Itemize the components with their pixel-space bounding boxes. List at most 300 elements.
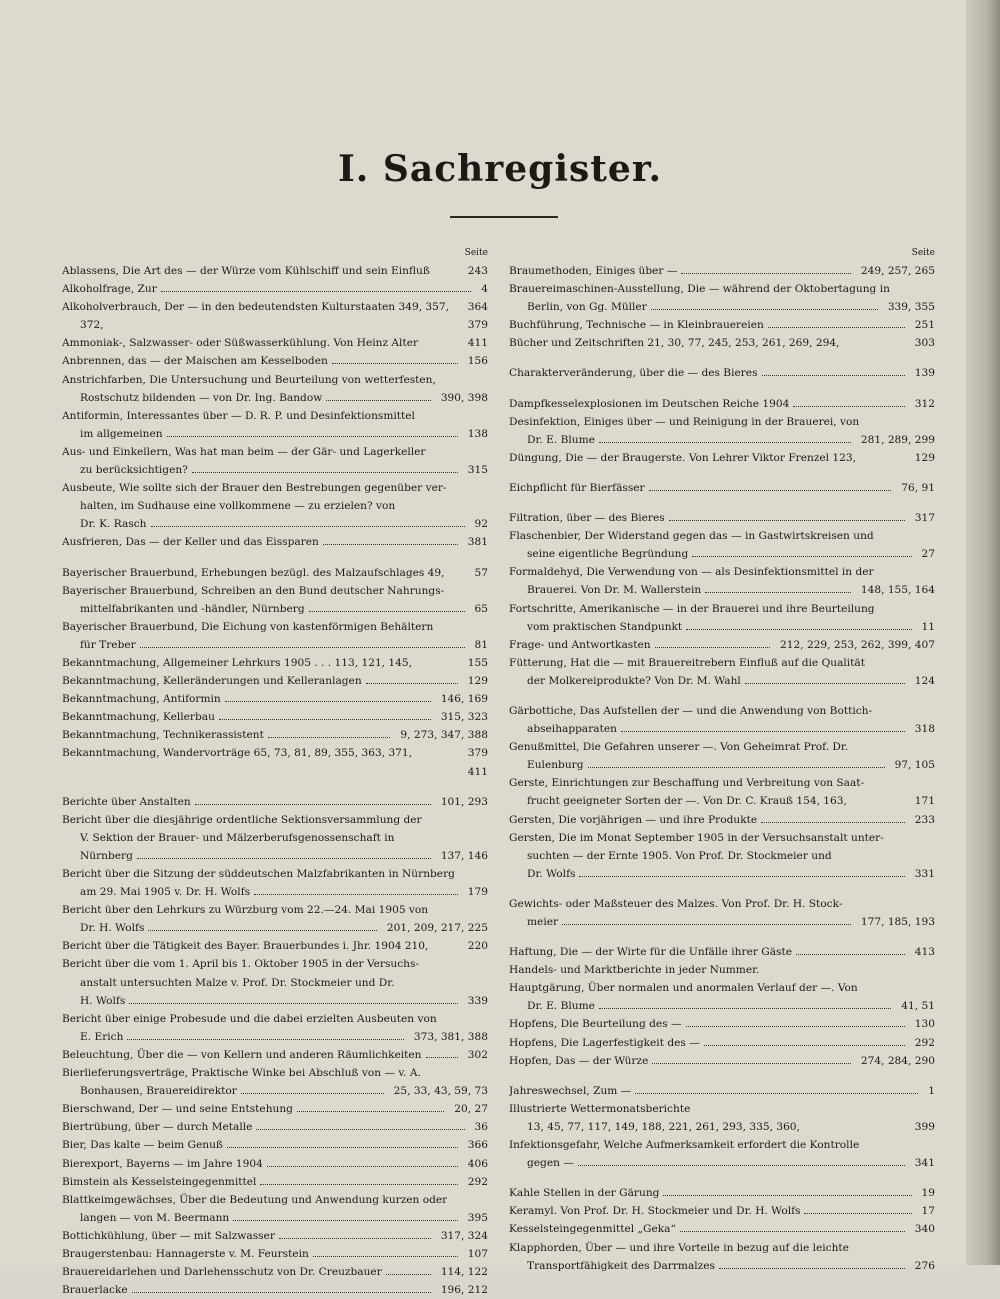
entry-line [62,811,488,829]
entry-text: Handels- und Marktberichte in jeder Nummer. [509,964,760,977]
index-entry [509,280,935,316]
section-gap [509,931,935,943]
dot-leader [745,683,905,684]
left-entry-list [62,262,488,1299]
index-entry [62,533,488,551]
entry-text: Berlin, von Gg. Müller [527,301,647,314]
entry-line [62,1191,488,1209]
entry-line [62,352,488,370]
dot-leader [140,647,465,648]
entry-line [509,413,935,431]
section-gap [509,1172,935,1184]
dot-leader [768,327,905,328]
index-entry [62,262,488,280]
entry-text: Rostschutz bildenden — von Dr. Ing. Bandow [80,391,323,404]
entry-line [62,533,488,551]
entry-text: Brauereidarlehen und Darlehensschutz von Dr. Creuzbauer [62,1266,382,1279]
dot-leader [681,273,850,274]
entry-line [509,1082,935,1100]
entry-line [509,1239,935,1257]
entry-text: Kahle Stellen in der Gärung [509,1187,660,1200]
entry-pages: 341 [914,1157,935,1170]
entry-pages: 139 [914,367,935,380]
entry-line [62,847,488,865]
dot-leader [192,472,458,473]
entry-line [509,431,935,449]
entry-pages: 146, 169 [440,693,488,706]
entry-text: Eichpflicht für Bierfässer [509,481,645,494]
entry-line [62,425,488,443]
index-entry [509,316,935,334]
entry-text: Antiformin, Interessantes über — D. R. P. und Desinfektionsmittel [62,409,415,422]
index-entry [62,618,488,654]
dot-leader [804,1213,911,1214]
entry-line [62,865,488,883]
entry-line [62,389,488,407]
dot-leader [297,1111,444,1112]
dot-leader [762,375,905,376]
index-entry [62,726,488,744]
entry-pages: 41, 51 [901,1000,935,1013]
entry-pages: 130 [914,1018,935,1031]
entry-text: Bericht über die vom 1. April bis 1. Oktober 1905 in der Versuchs- [62,958,419,971]
entry-line [509,527,935,545]
entry-text: für Treber [80,638,136,651]
entry-text: Brauereimaschinen-Ausstellung, Die — während der Oktobertagung in [509,283,890,296]
entry-pages: 243 [467,265,488,277]
entry-text: Charakterveränderung, über die — des Bieres [509,367,758,380]
dot-leader [132,1292,431,1293]
entry-pages: 57 [474,566,488,579]
entry-line [509,1034,935,1052]
entry-text: 372, [80,319,104,332]
entry-text: Dr. E. Blume [527,1000,595,1013]
index-entry [509,979,935,1015]
entry-line [62,1082,488,1100]
dot-leader [233,1220,458,1221]
section-gap [62,781,488,793]
entry-line [509,997,935,1015]
entry-text: Bierschwand, Der — und seine Entstehung [62,1103,293,1116]
entry-line [62,726,488,744]
entry-line [62,1064,488,1082]
entry-line [509,364,935,382]
index-entry [62,1100,488,1118]
entry-line [509,479,935,497]
entry-pages: 331 [914,867,935,880]
entry-text: Bericht über die Tätigkeit des Bayer. Brauerbundes i. Jhr. 1904 210, [62,940,429,953]
dot-leader [578,1165,905,1166]
index-entry [62,582,488,618]
right-entry-list [509,262,935,1275]
entry-line [62,690,488,708]
entry-pages: 179 [467,886,488,899]
entry-pages: 317 [914,512,935,525]
index-entry [62,1118,488,1136]
title-rule [450,216,558,218]
section-gap [509,1070,935,1082]
index-entry [509,1034,935,1052]
entry-pages: 339 [467,994,488,1007]
entry-line [509,961,935,979]
entry-pages: 155 [467,656,488,669]
entry-text: Buchführung, Technische — in Kleinbrauereien [509,319,764,332]
index-entry [509,1082,935,1100]
entry-line [62,654,488,672]
entry-pages: 129 [914,451,935,464]
entry-line [509,509,935,527]
dot-leader [309,611,465,612]
entry-text: Gerste, Einrichtungen zur Beschaffung und Verbreitung von Saat- [509,777,865,790]
index-entry [509,829,935,883]
entry-line [509,847,935,865]
dot-leader [151,526,465,527]
index-entry [509,527,935,563]
index-entry [509,1239,935,1275]
entry-line [62,1155,488,1173]
entry-text: Bierexport, Bayerns — im Jahre 1904 [62,1157,263,1170]
index-entry [509,738,935,774]
left-column [62,248,488,1299]
entry-text: Bekanntmachung, Kellerbau [62,711,215,724]
entry-text: Filtration, über — des Bieres [509,512,665,525]
index-entry [62,1155,488,1173]
entry-text: gegen — [527,1157,574,1170]
index-entry [509,509,935,527]
entry-pages: 413 [914,946,935,959]
entry-text: Ammoniak-, Salzwasser- oder Süßwasserkühlung. Von Heinz Alter [62,337,419,350]
entry-line [62,744,488,762]
entry-text: meier [527,916,559,928]
entry-line [509,654,935,672]
index-entry [509,774,935,810]
entry-text: Dr. E. Blume [527,433,595,446]
dot-leader [599,1008,891,1009]
entry-text: Hopfens, Die Beurteilung des — [509,1018,682,1031]
index-entry [62,1263,488,1281]
entry-line [62,564,488,582]
index-entry [62,371,488,407]
entry-text: Gersten, Die im Monat September 1905 in der Versuchsanstalt unter- [509,831,884,844]
entry-text: Düngung, Die — der Braugerste. Von Lehrer Viktor Frenzel 123, [509,451,857,464]
entry-text: Desinfektion, Einiges über — und Reinigung in der Brauerei, von [509,415,860,428]
dot-leader [195,804,431,805]
section-gap [509,690,935,702]
entry-text: Kesselsteingegenmittel „Geka“ [509,1223,676,1236]
entry-text: Transportfähigkeit des Darrmalzes [527,1259,715,1272]
index-entry [62,280,488,298]
index-entry [62,1046,488,1064]
entry-text: Dr. K. Rasch [80,518,147,531]
entry-line [509,756,935,774]
entry-text: Dr. H. Wolfs [80,922,145,935]
dot-leader [256,1129,464,1130]
entry-line [509,636,935,654]
entry-line [62,1209,488,1227]
entry-line [62,708,488,726]
index-entry [509,1202,935,1220]
index-entry [62,793,488,811]
index-entry [509,262,935,280]
entry-line [509,1154,935,1172]
entry-text: Dampfkesselexplosionen im Deutschen Reiche 1904 [509,397,790,410]
dot-leader [793,406,904,407]
entry-text: Braumethoden, Einiges über — [509,265,678,277]
entry-line [62,883,488,901]
entry-text: V. Sektion der Brauer- und Mälzerberufsgenossenschaft in [80,831,395,844]
entry-pages: 292 [467,1175,488,1188]
dot-leader [652,1063,850,1064]
entry-text: Anbrennen, das — der Maischen am Kesselboden [62,355,328,368]
dot-leader [692,556,911,557]
entry-line [62,919,488,937]
entry-text: Bierlieferungsverträge, Praktische Winke bei Abschluß von — v. A. [62,1067,421,1080]
entry-line [62,1010,488,1028]
entry-pages: 317, 324 [440,1229,488,1242]
entry-pages: 107 [467,1247,488,1260]
entry-line [62,1245,488,1263]
index-entry [509,961,935,979]
entry-line [62,1263,488,1281]
index-entry [62,1010,488,1046]
index-entry [62,1191,488,1227]
entry-text: Bayerischer Brauerbund, Erhebungen bezügl. des Malzaufschlages 49, [62,566,445,579]
dot-leader [326,400,431,401]
dot-leader [705,592,851,593]
entry-text: im allgemeinen [80,427,163,440]
entry-line [62,974,488,992]
dot-leader [323,544,458,545]
entry-pages: 17 [921,1205,935,1218]
dot-leader [680,1231,905,1232]
index-entry [62,672,488,690]
entry-line [509,865,935,883]
dot-leader [332,363,458,364]
entry-text: Bimstein als Kesselsteingegenmittel [62,1175,257,1188]
entry-pages: 201, 209, 217, 225 [386,922,488,935]
entry-line [509,702,935,720]
dot-leader [268,737,391,738]
entry-text: Bericht über einige Probesude und die dabei erzielten Ausbeuten von [62,1012,437,1025]
entry-line [62,618,488,636]
entry-line [509,774,935,792]
index-entry [62,654,488,672]
entry-line [509,1220,935,1238]
entry-line [509,618,935,636]
index-entry [62,479,488,533]
index-entry [509,1052,935,1070]
dot-leader [579,876,904,877]
dot-leader [651,309,878,310]
dot-leader [761,822,905,823]
entry-text: Fortschritte, Amerikanische — in der Brauerei und ihre Beurteilung [509,602,875,615]
index-entry [62,1173,488,1191]
dot-leader [599,442,851,443]
entry-text: Bericht über die diesjährige ordentliche Sektionsversammlung der [62,813,422,826]
entry-line [62,316,488,334]
index-entry [509,636,935,654]
entry-pages: 315, 323 [440,711,488,724]
entry-pages: 65 [474,602,488,615]
entry-text: Genußmittel, Die Gefahren unserer —. Von Geheimrat Prof. Dr. [509,741,849,754]
entry-text: Dr. Wolfs [527,867,576,880]
entry-pages: 27 [921,548,935,561]
entry-line [62,636,488,654]
entry-text: Gärbottiche, Das Aufstellen der — und die Anwendung von Bottich- [509,704,873,717]
dot-leader [386,1274,431,1275]
entry-line [509,811,935,829]
entry-pages: 11 [921,620,935,633]
entry-pages: 129 [467,675,488,688]
entry-text: mittelfabrikanten und -händler, Nürnberg [80,602,305,615]
entry-text: Eulenburg [527,759,584,772]
entry-line [62,407,488,425]
entry-line [62,763,488,781]
entry-line [62,1046,488,1064]
entry-text: anstalt untersuchten Malze v. Prof. Dr. Stockmeier und Dr. [80,976,395,989]
entry-pages: 36 [474,1121,488,1134]
entry-text: Haftung, Die — der Wirte für die Unfälle ihrer Gäste [509,946,793,959]
entry-line [62,1227,488,1245]
index-entry [509,395,935,413]
seite-header-left: Seite [464,248,488,258]
dot-leader [635,1093,918,1094]
entry-pages: 340 [914,1223,935,1236]
index-entry [62,744,488,780]
entry-line [62,461,488,479]
entry-pages: 76, 91 [901,481,935,494]
index-entry [509,479,935,497]
dot-leader [686,1026,905,1027]
dot-leader [313,1256,458,1257]
entry-pages: 390, 398 [440,391,488,404]
index-entry [509,895,935,931]
index-entry [62,407,488,443]
entry-pages: 177, 185, 193 [860,916,935,928]
entry-line [62,1173,488,1191]
entry-text: Bonhausen, Brauereidirektor [80,1085,237,1098]
entry-line [62,298,488,316]
entry-text: Ablassens, Die Art des — der Würze vom Kühlschiff und sein Einfluß [62,265,430,277]
index-entry [509,811,935,829]
entry-text: Brauerlacke [62,1284,128,1297]
entry-text: abseihapparaten [527,723,617,736]
entry-pages: 9, 273, 347, 388 [400,729,488,742]
entry-text: vom praktischen Standpunkt [527,620,683,633]
index-entry [62,334,488,352]
dot-leader [167,436,458,437]
entry-text: Formaldehyd, Die Verwendung von — als Desinfektionsmittel in der [509,566,874,579]
dot-leader [161,291,471,292]
entry-text: zu berücksichtigen? [80,464,188,477]
entry-text: Bericht über den Lehrkurs zu Würzburg vom 22.—24. Mai 1905 von [62,904,429,917]
entry-line [509,581,935,599]
entry-pages: 379 [467,747,488,760]
section-gap [509,883,935,895]
dot-leader [426,1057,458,1058]
entry-text: suchten — der Ernte 1905. Von Prof. Dr. Stockmeier und [527,849,832,862]
entry-text: Bekanntmachung, Allgemeiner Lehrkurs 1905 . . . 113, 121, 145, [62,656,413,669]
entry-line [509,1052,935,1070]
entry-pages-continued: 379 [467,319,488,332]
entry-text: Bericht über die Sitzung der süddeutschen Malzfabrikanten in Nürnberg [62,868,455,880]
entry-line [62,262,488,280]
entry-pages: 148, 155, 164 [860,584,935,597]
index-entry [62,937,488,955]
entry-line [62,1281,488,1299]
entry-text: Fütterung, Hat die — mit Brauereitrebern Einfluß auf die Qualität [509,656,866,669]
index-entry [509,1136,935,1172]
entry-pages: 303 [914,337,935,350]
index-entry [62,1245,488,1263]
entry-line [509,298,935,316]
entry-line [509,829,935,847]
index-entry [509,654,935,690]
entry-line [62,955,488,973]
index-entry [509,702,935,738]
entry-pages: 312 [914,397,935,410]
entry-text: Bekanntmachung, Kelleränderungen und Kelleranlagen [62,675,362,688]
entry-text: Alkoholverbrauch, Der — in den bedeutendsten Kulturstaaten 349, 357, [62,301,450,314]
index-entry [62,443,488,479]
entry-text: Blattkeimgewächses, Über die Bedeutung und Anwendung kurzen oder [62,1193,448,1206]
entry-pages: 366 [467,1139,488,1152]
index-entry [62,564,488,582]
entry-text: Frage- und Antwortkasten [509,638,651,651]
entry-text: Bekanntmachung, Antiformin [62,693,221,706]
entry-text: frucht geeigneter Sorten der —. Von Dr. C. Krauß 154, 163, [527,795,847,808]
entry-text: Alkoholfrage, Zur [62,283,157,296]
index-entry [62,1281,488,1299]
entry-text: Bekanntmachung, Wandervorträge 65, 73, 81, 89, 355, 363, 371, [62,747,413,760]
index-entry [509,600,935,636]
entry-text: Beleuchtung, Über die — von Kellern und anderen Räumlichkeiten [62,1048,422,1061]
entry-line [62,1028,488,1046]
entry-line [62,515,488,533]
dot-leader [267,1166,458,1167]
index-entry [509,364,935,382]
index-entry [509,1184,935,1202]
entry-line [509,1136,935,1154]
entry-line [62,901,488,919]
dot-leader [655,647,770,648]
dot-leader [279,1238,431,1239]
entry-pages: 251 [914,319,935,332]
dot-leader [719,1268,905,1269]
entry-text: Anstrichfarben, Die Untersuchung und Beurteilung von wetterfesten, [62,373,436,386]
entry-line [62,1136,488,1154]
section-gap [509,352,935,364]
entry-line [509,600,935,618]
entry-text: Ausbeute, Wie sollte sich der Brauer den Bestrebungen gegenüber ver- [62,482,447,495]
entry-text: Bottichkühlung, über — mit Salzwasser [62,1229,275,1242]
index-entry [509,449,935,467]
entry-text: der Molkereiprodukte? Von Dr. M. Wahl [527,674,741,687]
entry-pages: 411 [467,337,488,350]
index-entry [62,708,488,726]
entry-pages: 276 [914,1259,935,1272]
entry-line [509,1100,935,1118]
entry-line [509,280,935,298]
entry-line [62,793,488,811]
entry-line [509,672,935,690]
entry-pages: 101, 293 [440,795,488,808]
entry-pages: 138 [467,427,488,440]
entry-line [509,449,935,467]
entry-line [509,563,935,581]
seite-header-right: Seite [911,248,935,258]
entry-text: Ausfrieren, Das — der Keller und das Eissparen [62,536,319,549]
